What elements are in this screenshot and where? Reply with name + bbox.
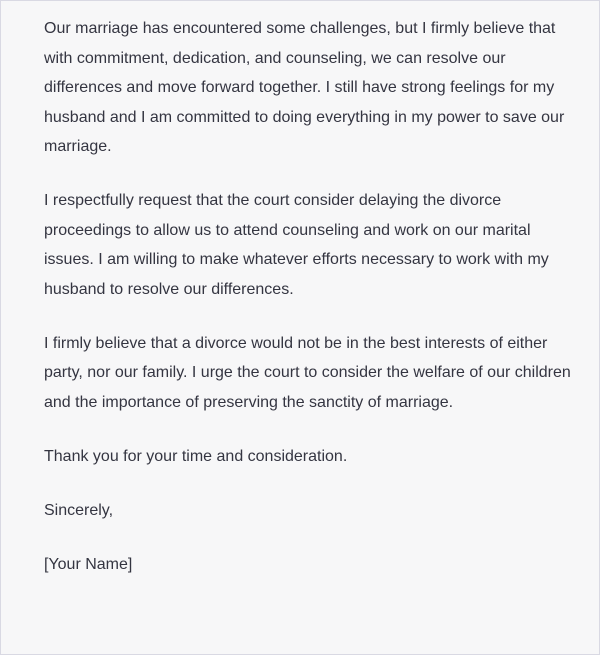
signature-placeholder: [Your Name] xyxy=(44,555,133,573)
paragraph-commitment: Our marriage has encountered some challenges, but I firmly believe that with commitment, dedication, and counseling, we can resolve our differences and move forward together. I still have strong feelings for my husband and I am committed to doing everything in my power to save our marriage. xyxy=(44,20,565,155)
paragraph-thanks: Thank you for your time and consideration. xyxy=(44,447,348,465)
paragraph-interests: I firmly believe that a divorce would not be in the best interests of either party, nor our family. I urge the court to consider the welfare of our children and the importance of preserving the sanctity of marriage. xyxy=(44,334,571,411)
paragraph-request: I respectfully request that the court consider delaying the divorce proceedings to allow us to attend counseling and work on our marital issues. I am willing to make whatever efforts necessary to work with my husband to resolve our differences. xyxy=(44,192,549,298)
letter-text xyxy=(44,14,574,579)
closing: Sincerely, xyxy=(44,501,114,519)
